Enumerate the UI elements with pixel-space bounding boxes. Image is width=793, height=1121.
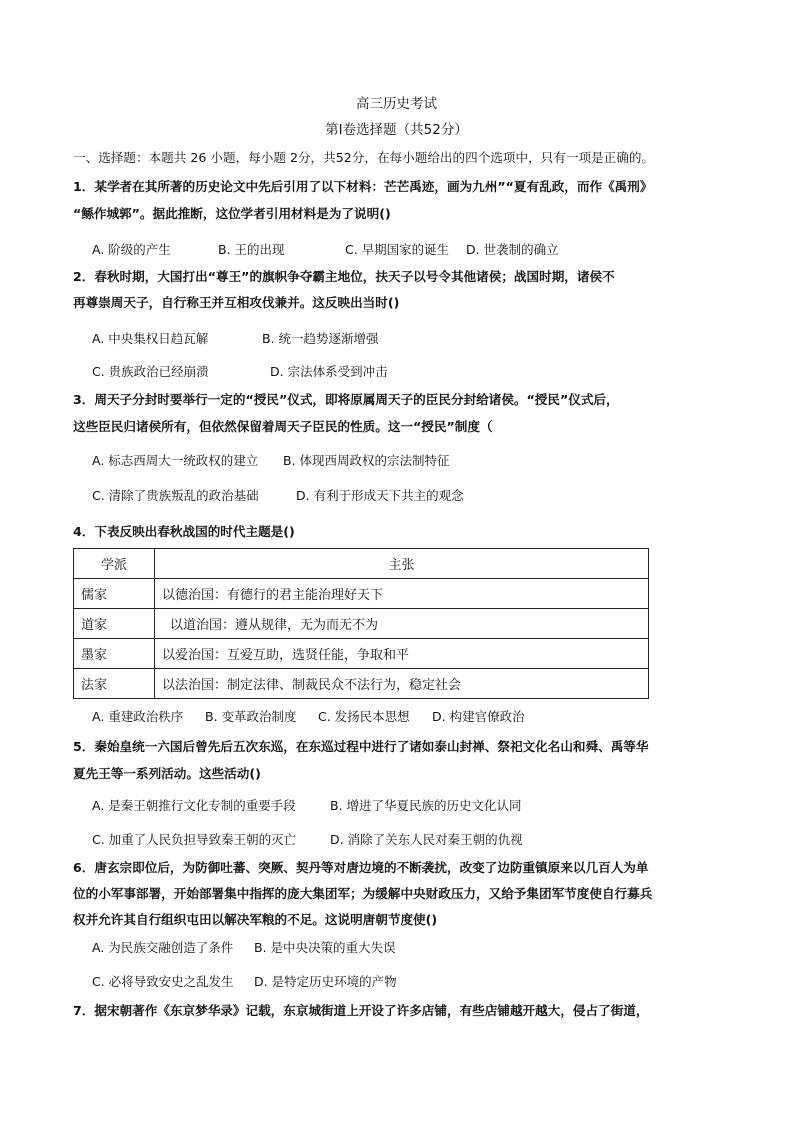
table-cell-proposition: 以德治国：有德行的君主能治理好天下 — [155, 579, 649, 609]
table-row — [74, 669, 649, 699]
question-2-option-c[interactable]: C. 贵族政治已经崩溃 — [92, 364, 209, 379]
question-6-line-1: 6．唐玄宗即位后，为防御吐蕃、突厥、契丹等对唐边境的不断袭扰，改变了边防重镇原来以几百人为单 — [73, 860, 649, 875]
question-1-option-b[interactable]: B. 王的出现 — [218, 242, 285, 257]
question-4-option-d[interactable]: D. 构建官僚政治 — [432, 709, 525, 724]
question-5-option-b[interactable]: B. 增进了华夏民族的历史文化认同 — [330, 798, 522, 813]
question-6-line-3: 权并允许其自行组织屯田以解决军粮的不足。这说明唐朝节度使() — [73, 912, 438, 927]
table-cell-proposition: 以爱治国：互爱互助，选贤任能，争取和平 — [155, 639, 649, 669]
school-of-thought-table — [73, 548, 649, 699]
question-5-option-d[interactable]: D. 消除了关东人民对秦王朝的仇视 — [330, 832, 523, 847]
question-5-line-1: 5．秦始皇统一六国后曾先后五次东巡，在东巡过程中进行了诸如泰山封禅、祭祀文化名山和舜、禹等华 — [73, 739, 649, 754]
question-6-line-2: 位的小军事部署，开始部署集中指挥的庞大集团军；为缓解中央财政压力，又给予集团军节度使自行募兵 — [73, 886, 653, 901]
question-1-line-2: “鲧作城郭”。据此推断，这位学者引用材料是为了说明() — [73, 206, 391, 221]
question-1-option-c[interactable]: C. 早期国家的诞生 — [345, 242, 450, 257]
question-3-line-1: 3．周天子分封时要举行一定的“授民”仪式，即将原属周天子的臣民分封给诸侯。“授民”仪式后， — [73, 392, 619, 407]
question-4-option-c[interactable]: C. 发扬民本思想 — [318, 709, 410, 724]
question-5-line-2: 夏先王等一系列活动。这些活动() — [73, 766, 261, 781]
table-header-row — [74, 549, 649, 579]
table-cell-school: 墨家 — [74, 639, 155, 669]
question-2-option-b[interactable]: B. 统一趋势逐渐增强 — [262, 331, 379, 346]
question-2-line-1: 2．春秋时期，大国打出“尊王”的旗帜争夺霸主地位，扶天子以号令其他诸侯；战国时期，诸侯不 — [73, 269, 615, 284]
table-cell-proposition: 以道治国：遵从规律，无为而无不为 — [155, 609, 649, 639]
question-2-option-a[interactable]: A. 中央集权日趋瓦解 — [92, 331, 209, 346]
question-5-option-c[interactable]: C. 加重了人民负担导致秦王朝的灭亡 — [92, 832, 297, 847]
question-4-option-a[interactable]: A. 重建政治秩序 — [92, 709, 184, 724]
question-4-line-1: 4．下表反映出春秋战国的时代主题是() — [73, 524, 295, 539]
question-1-line-1: 1．某学者在其所著的历史论文中先后引用了以下材料：芒芒禹迹，画为九州”“夏有乱政，而作《禹刑》 — [73, 179, 653, 194]
question-3-option-d[interactable]: D. 有利于形成天下共主的观念 — [296, 488, 464, 503]
table-cell-school: 儒家 — [74, 579, 155, 609]
question-7-line-1: 7．据宋朝著作《东京梦华录》记载，东京城街道上开设了许多店铺，有些店铺越开越大，侵占了街道， — [73, 1003, 649, 1018]
table-cell-proposition: 以法治国：制定法律、制裁民众不法行为，稳定社会 — [155, 669, 649, 699]
question-6-option-d[interactable]: D. 是特定历史环境的产物 — [254, 974, 397, 989]
table-row — [74, 609, 649, 639]
section-instruction: 一、选择题：本题共 26 小题，每小题 2分，共52分，在每小题给出的四个选项中，只有一项是正确的。 — [73, 150, 655, 165]
question-1-option-a[interactable]: A. 阶级的产生 — [92, 242, 171, 257]
section-subtitle: 第Ⅰ卷选择题（共52分） — [325, 122, 468, 138]
question-6-option-a[interactable]: A. 为民族交融创造了条件 — [92, 940, 234, 955]
table-header-school: 学派 — [74, 549, 155, 579]
question-3-option-c[interactable]: C. 清除了贵族叛乱的政治基础 — [92, 488, 259, 503]
table-row — [74, 639, 649, 669]
question-5-option-a[interactable]: A. 是秦王朝推行文化专制的重要手段 — [92, 798, 296, 813]
question-6-option-c[interactable]: C. 必将导致安史之乱发生 — [92, 974, 234, 989]
question-3-option-a[interactable]: A. 标志西周大一统政权的建立 — [92, 453, 259, 468]
table-header-proposition: 主张 — [155, 549, 649, 579]
question-3-option-b[interactable]: B. 体现西周政权的宗法制特征 — [283, 453, 450, 468]
question-1-option-d[interactable]: D. 世袭制的确立 — [466, 242, 559, 257]
exam-title: 高三历史考试 — [356, 96, 437, 112]
question-3-line-2: 这些臣民归诸侯所有，但依然保留着周天子臣民的性质。这一“授民”制度（ — [73, 419, 493, 434]
table-cell-school: 法家 — [74, 669, 155, 699]
table-cell-school: 道家 — [74, 609, 155, 639]
table-row — [74, 579, 649, 609]
question-2-option-d[interactable]: D. 宗法体系受到冲击 — [270, 364, 388, 379]
question-2-line-2: 再尊崇周天子，自行称王并互相攻伐兼并。这反映出当时() — [73, 295, 400, 310]
question-6-option-b[interactable]: B. 是中央决策的重大失误 — [254, 940, 396, 955]
question-4-option-b[interactable]: B. 变革政治制度 — [205, 709, 297, 724]
